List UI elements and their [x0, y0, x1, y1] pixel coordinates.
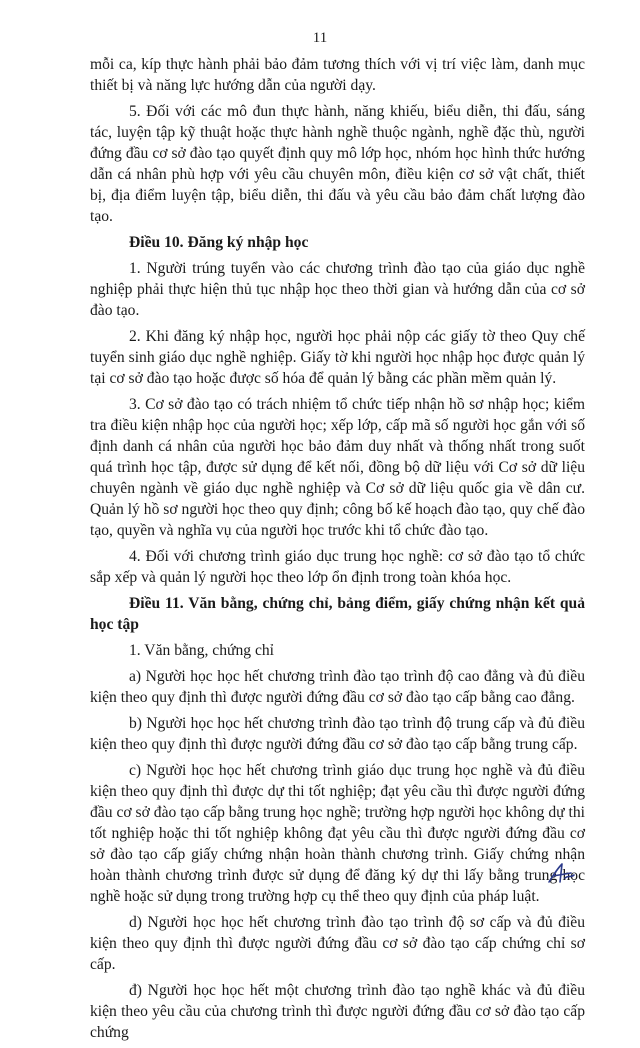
- paragraph: 5. Đối với các mô đun thực hành, năng khiếu, biểu diễn, thi đấu, sáng tác, luyện tập kỹ thuật hoặc thực hành nghề thuộc ngành, nghề đặc thù, người đứng đầu cơ sở đào tạo quyết định quy mô lớp học, nhóm học hình thức hướng dẫn cá nhân phù hợp với yêu cầu chuyên môn, điều kiện cơ sở vật chất, thiết bị, địa điểm luyện tập, biểu diễn, thi đấu và yêu cầu bảo đảm chất lượng đào tạo.: [90, 103, 585, 225]
- paragraph: 1. Người trúng tuyển vào các chương trình đào tạo của giáo dục nghề nghiệp phải thực hiện thủ tục nhập học theo thời gian và hướng dẫn của cơ sở đào tạo.: [90, 260, 585, 319]
- article-heading: Điều 10. Đăng ký nhập học: [129, 234, 309, 251]
- paragraph: đ) Người học học hết một chương trình đào tạo nghề khác và đủ điều kiện theo yêu cầu của chương trình thì được người đứng đầu cơ sở đào tạo cấp chứng: [90, 982, 585, 1041]
- paragraph: mỗi ca, kíp thực hành phải bảo đảm tương thích với vị trí việc làm, danh mục thiết bị và năng lực hướng dẫn của người dạy.: [90, 56, 585, 94]
- paragraph: b) Người học học hết chương trình đào tạo trình độ trung cấp và đủ điều kiện theo quy định thì được người đứng đầu cơ sở đào tạo cấp bằng trung cấp.: [90, 715, 585, 753]
- article-heading: Điều 11. Văn bằng, chứng chỉ, bảng điểm, giấy chứng nhận kết quả học tập: [90, 595, 585, 633]
- document-body: [90, 54, 585, 1048]
- initials-signature-icon: [545, 860, 577, 888]
- paragraph: 3. Cơ sở đào tạo có trách nhiệm tổ chức tiếp nhận hồ sơ nhập học; kiểm tra điều kiện nhập học của người học; xếp lớp, cấp mã số người học gắn với số định danh cá nhân của người học bảo đảm duy nhất và thống nhất trong suốt quá trình học tập, được sử dụng để kết nối, đồng bộ dữ liệu với Cơ sở dữ liệu chuyên ngành về giáo dục nghề nghiệp và Cơ sở dữ liệu quốc gia về dân cư. Quản lý hồ sơ người học theo quy định; công bố kế hoạch đào tạo, quy chế đào tạo, quyền và nghĩa vụ của người học trước khi tổ chức đào tạo.: [90, 396, 585, 539]
- paragraph: d) Người học học hết chương trình đào tạo trình độ sơ cấp và đủ điều kiện theo quy định thì được người đứng đầu cơ sở đào tạo cấp chứng chỉ sơ cấp.: [90, 914, 585, 973]
- paragraph: c) Người học học hết chương trình giáo dục trung học nghề và đủ điều kiện theo quy định thì được dự thi tốt nghiệp; đạt yêu cầu thì được người đứng đầu cơ sở đào tạo cấp bằng trung học nghề; trường hợp người học không dự thi tốt nghiệp hoặc thi tốt nghiệp không đạt yêu cầu thì được người đứng đầu cơ sở đào tạo cấp giấy chứng nhận hoàn thành chương trình. Giấy chứng nhận hoàn thành chương trình được sử dụng để đăng ký dự thi lấy bằng trung học nghề hoặc sử dụng trong trường hợp cụ thể theo quy định của pháp luật.: [90, 762, 585, 905]
- paragraph: 1. Văn bằng, chứng chỉ: [129, 642, 275, 659]
- paragraph: 2. Khi đăng ký nhập học, người học phải nộp các giấy tờ theo Quy chế tuyển sinh giáo dục nghề nghiệp. Giấy tờ khi người học nhập học được quản lý tại cơ sở đào tạo hoặc được số hóa để quản lý bằng các phần mềm quản lý.: [90, 328, 585, 387]
- paragraph: 4. Đối với chương trình giáo dục trung học nghề: cơ sở đào tạo tổ chức sắp xếp và quản lý người học theo lớp ổn định trong toàn khóa học.: [90, 548, 585, 586]
- paragraph: a) Người học học hết chương trình đào tạo trình độ cao đẳng và đủ điều kiện theo quy định thì được người đứng đầu cơ sở đào tạo cấp bằng cao đẳng.: [90, 668, 585, 706]
- page-number: 11: [312, 30, 328, 46]
